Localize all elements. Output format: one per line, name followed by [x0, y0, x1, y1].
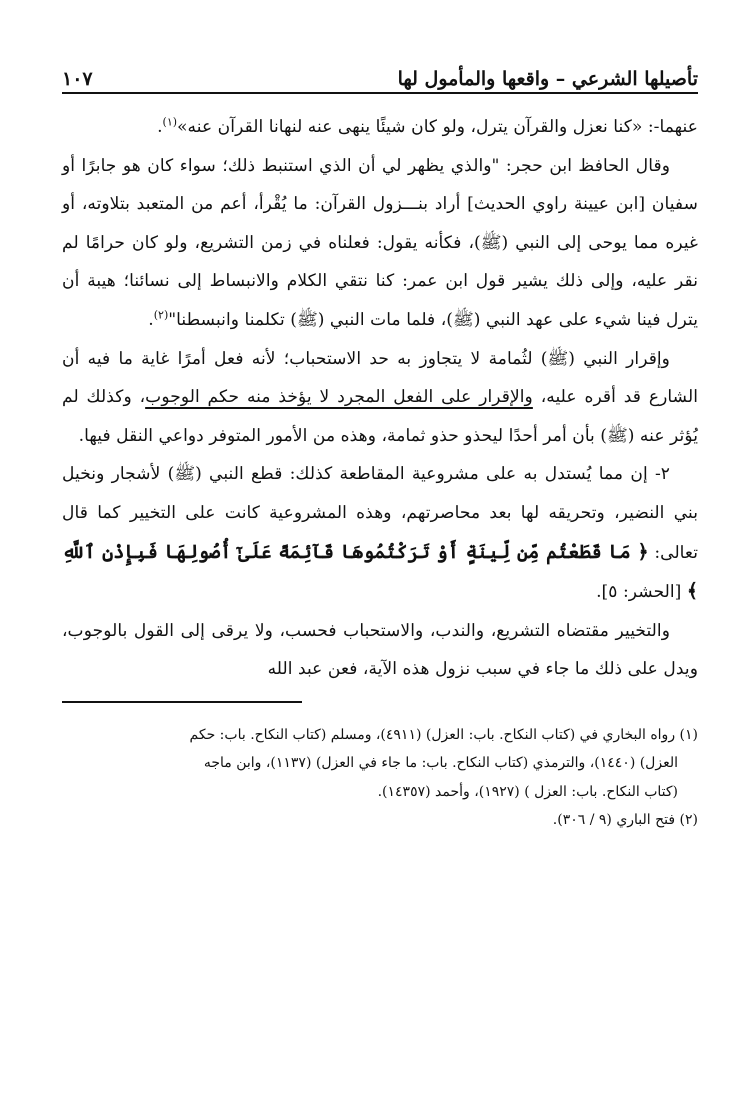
paragraph-3: وإقرار النبي (ﷺ) لثُمامة لا يتجاوز به حد الاستحباب؛ لأنه فعل أمرًا غاية ما فيه أن الشارع قد أقره عليه، والإقرار على الفعل المجرد لا يؤخذ منه حكم الوجوب، وكذلك لم يُؤثر عنه (ﷺ) بأن أمر أحدًا ليحذو حذو ثمامة، وهذه من الأمور المتوفر دواعي النقل فيها.: [62, 348, 698, 446]
book-page: [62, 52, 698, 835]
running-title: تأصيلها الشرعي – واقعها والمأمول لها: [397, 68, 698, 90]
paragraph-4: ٢- إن مما يُستدل به على مشروعية المقاطعة كذلك: قطع النبي (ﷺ) لأشجار ونخيل بني النضير، وتحريقه لها بعد محاصرتهم، وهذه المشروعية كانت على التخيير كما قال تعالى: ﴿ مَا قَطَعْتُم مِّن لِّينَةٍ أَوْ تَرَكْتُمُوهَا قَآئِمَةً عَلَىٰٓ أُصُولِهَا فَبِإِذْنِ ٱللَّهِ ﴾ [الحشر: ٥].: [62, 464, 698, 603]
footnote-ref-1: (١): [162, 115, 178, 129]
main-text: [62, 108, 698, 689]
paragraph-2: وقال الحافظ ابن حجر: "والذي يظهر لي أن الذي استنبط ذلك؛ سواء كان هو جابرًا أو سفيان [ابن عيينة راوي الحديث] أراد بنـــزول القرآن: ما يُقْرأ، أعم من المتعبد بتلاوته، أو غيره مما يوحى إلى النبي (ﷺ)، فكأنه يقول: فعلناه في زمن التشريع، ولو كان حرامًا لم نقر عليه، وإلى ذلك يشير قول ابن عمر: كنا نتقي الكلام والانبساط إلى نسائنا؛ هيبة أن يترل فينا شيء على عهد النبي (ﷺ)، فلما مات النبي (ﷺ) تكلمنا وانبسطنا"$^{(٢)}$.: [62, 155, 698, 330]
page-header: [62, 52, 698, 94]
quran-verse: ﴿ مَا قَطَعْتُم مِّن لِّينَةٍ أَوْ تَرَكْتُمُوهَا قَآئِمَةً عَلَىٰٓ أُصُولِهَا فَبِإِذْنِ ٱللَّهِ ﴾: [62, 540, 698, 603]
footnote-ref-2: (٢): [153, 308, 169, 322]
footnote-1-line-3: (كتاب النكاح. باب: العزل ) (١٩٢٧)، وأحمد (١٤٣٥٧).: [377, 783, 678, 800]
footnote-2: (٢) فتح الباري (٩ / ٣٠٦).: [552, 812, 698, 829]
paragraph-5: والتخيير مقتضاه التشريع، والندب، والاستحباب فحسب، ولا يرقى إلى القول بالوجوب، ويدل على ذلك ما جاء في سبب نزول هذه الآية، فعن عبد الله: [62, 620, 698, 680]
underlined-statement: والإقرار على الفعل المجرد لا يؤخذ منه حكم الوجوب: [145, 387, 533, 408]
footnotes: [62, 721, 698, 835]
footnote-1-line-2: العزل) (١٤٤٠)، والترمذي (كتاب النكاح. باب: ما جاء في العزل) (١١٣٧)، وابن ماجه: [203, 755, 678, 772]
paragraph-1: عنهما-: «كنا نعزل والقرآن يترل، ولو كان شيئًا ينهى عنه لنهانا القرآن عنه»$^{(١)}$.: [157, 115, 698, 137]
footnote-1-line-1: (١) رواه البخاري في (كتاب النكاح. باب: العزل) (٤٩١١)، ومسلم (كتاب النكاح. باب: حكم: [189, 726, 698, 743]
footnote-divider: [62, 701, 302, 703]
page-number: ١٠٧: [62, 68, 93, 90]
